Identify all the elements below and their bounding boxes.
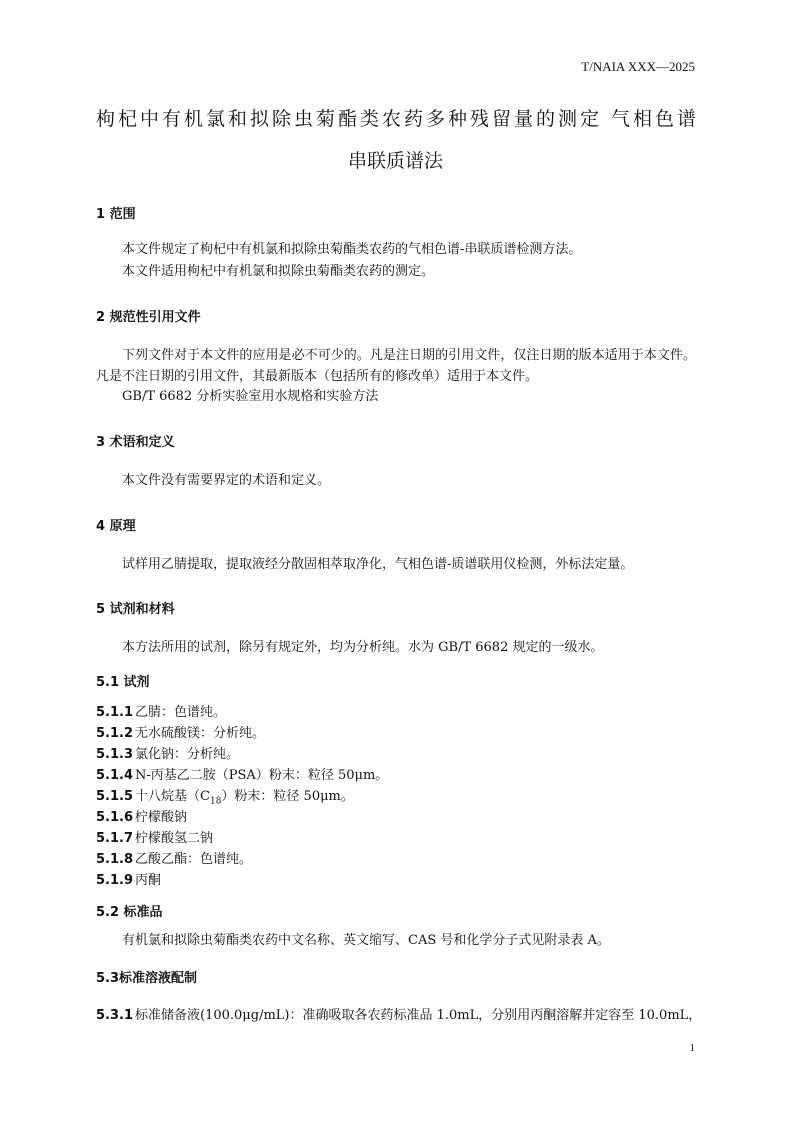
list-item: 5.1.7 柠檬酸氢二钠 [96, 831, 214, 846]
list-item: 5.1.3 氯化钠：分析纯。 [96, 747, 240, 762]
paragraph: 本文件规定了枸杞中有机氯和拟除虫菊酯类农药的气相色谱-串联质谱检测方法。 [122, 242, 582, 257]
paragraph: 下列文件对于本文件的应用是必不可少的。凡是注日期的引用文件，仅注日期的版本适用于本文件。凡是不注日期的引用文件，其最新版本（包括所有的修改单）适用于本文件。 [96, 348, 696, 384]
section-heading-terms: 3 术语和定义 [96, 435, 175, 450]
page-number: 1 [689, 1042, 695, 1054]
list-item: 5.1.5 十八烷基$(C_{18})$粉末：粒径 50μm。 [96, 789, 354, 807]
list-item: 5.1.9 丙酮 [96, 873, 162, 888]
list-item: 5.1.8 乙酸乙酯：色谱纯。 [96, 852, 253, 867]
list-item: 5.1.2 无水硫酸镁：分析纯。 [96, 726, 266, 741]
paragraph: 本文件适用枸杞中有机氯和拟除虫菊酯类农药的测定。 [122, 264, 435, 279]
paragraph: 有机氯和拟除虫菊酯类农药中文名称、英文缩写、CAS 号和化学分子式见附录表 A。 [122, 933, 610, 948]
list-item: 5.1.4 N-丙基乙二胺（PSA）粉末：粒径 50μm。 [96, 768, 389, 783]
paragraph: GB/T 6682 分析实验室用水规格和实验方法 [122, 389, 379, 404]
section-heading-principle: 4 原理 [96, 519, 136, 534]
document-title-line1: 枸杞中有机氯和拟除虫菊酯类农药多种残留量的测定 气相色谱 [96, 108, 696, 130]
list-item: 5.3.1 标准储备液(100.0μg/mL)：准确吸取各农药标准品 1.0mL，分别用丙酮溶解并定容至 10.0mL， [96, 1008, 702, 1023]
paragraph: 试样用乙腈提取，提取液经分散固相萃取净化，气相色谱-质谱联用仪检测，外标法定量。 [122, 557, 634, 572]
list-item: 5.1.1 乙腈：色谱纯。 [96, 705, 227, 720]
section-heading-reagents: 5 试剂和材料 [96, 602, 175, 617]
paragraph: 本方法所用的试剂，除另有规定外，均为分析纯。水为 GB/T 6682 规定的一级水。 [122, 640, 604, 655]
subsection-heading-reagents: 5.1 试剂 [96, 675, 150, 690]
subsection-heading-standards: 5.2 标准品 [96, 905, 163, 920]
subsection-heading-standard-solution: 5.3标准溶液配制 [96, 971, 198, 986]
section-heading-normative-references: 2 规范性引用文件 [96, 310, 201, 325]
paragraph: 本文件没有需要界定的术语和定义。 [122, 473, 331, 488]
list-item: 5.1.6 柠檬酸钠 [96, 810, 188, 825]
doc-code: T/NAIA XXX—2025 [581, 59, 695, 74]
section-heading-scope: 1 范围 [96, 207, 136, 222]
document-title-line2: 串联质谱法 [347, 150, 443, 172]
